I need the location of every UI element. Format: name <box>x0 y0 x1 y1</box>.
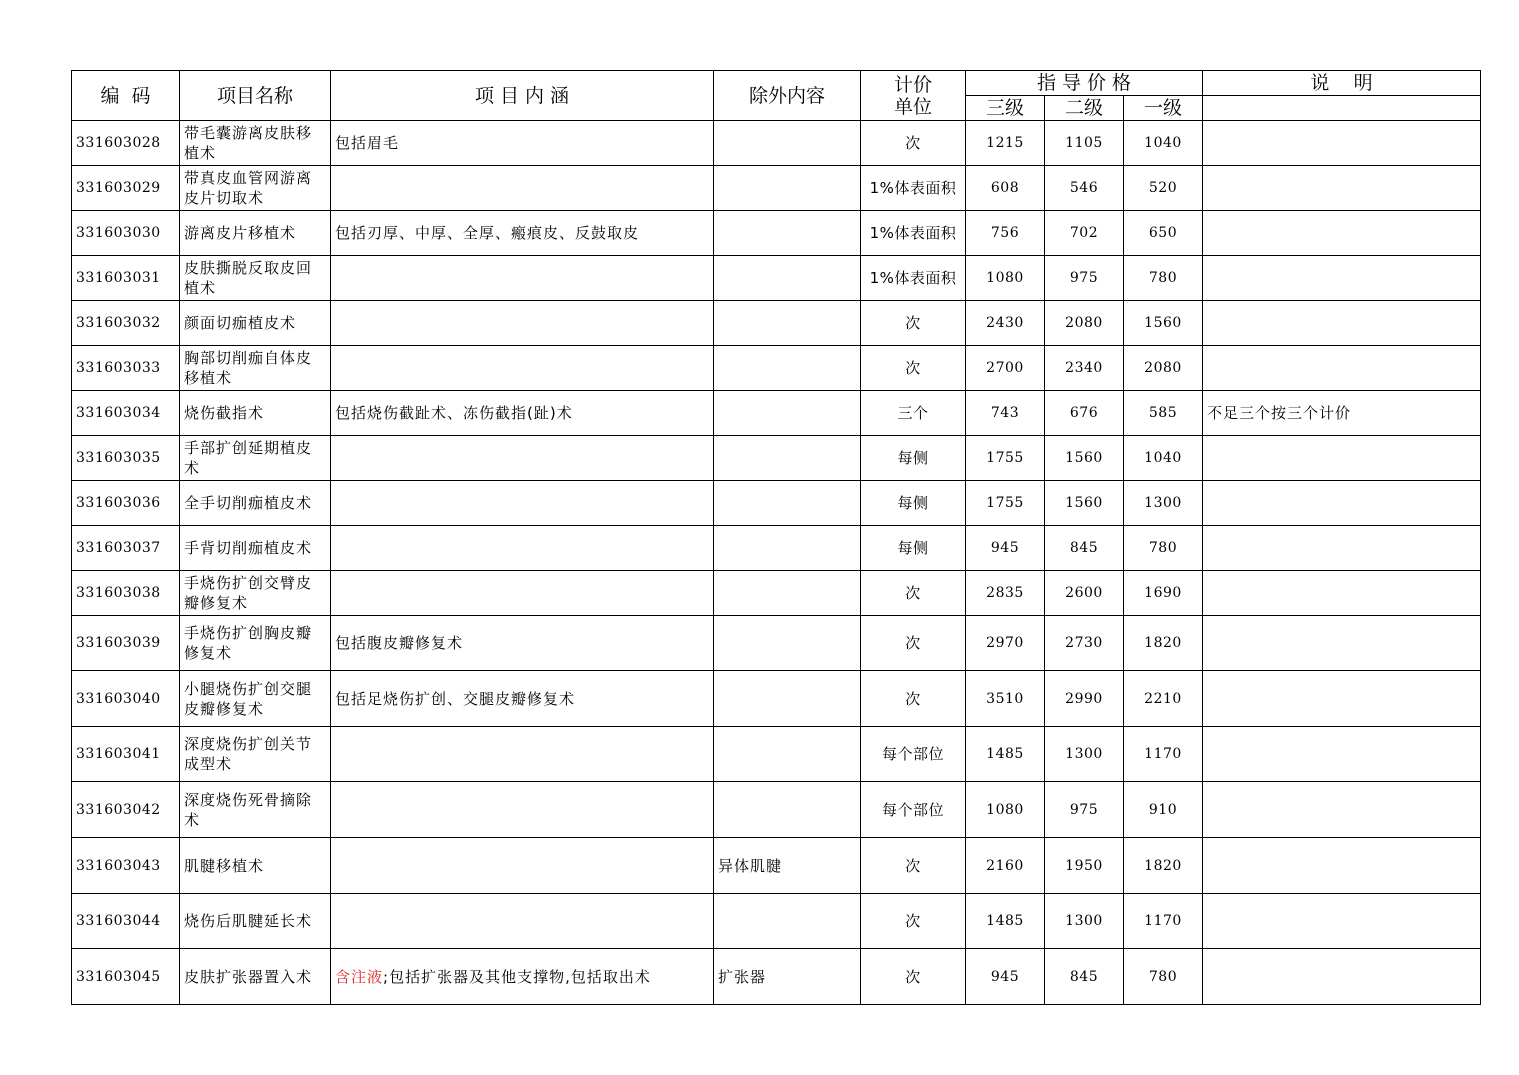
price-level3-cell: 945 <box>966 949 1045 1005</box>
table-row <box>72 481 1481 526</box>
table-row <box>72 301 1481 346</box>
header-unit: 计价 单位 <box>861 71 966 121</box>
table-body <box>72 121 1481 1005</box>
price-level2-cell: 1105 <box>1045 121 1124 166</box>
table-row <box>72 166 1481 211</box>
exclusion-cell <box>714 571 861 616</box>
content-cell <box>331 436 714 481</box>
unit-cell: 每个部位 <box>861 727 966 782</box>
header-content: 项 目 内 涵 <box>331 71 714 121</box>
exclusion-cell: 异体肌腱 <box>714 838 861 894</box>
price-level3-cell: 756 <box>966 211 1045 256</box>
name-cell: 皮肤撕脱反取皮回植术 <box>180 256 331 301</box>
price-level1-cell: 2080 <box>1124 346 1203 391</box>
table-row <box>72 571 1481 616</box>
note-cell <box>1203 727 1481 782</box>
content-cell <box>331 301 714 346</box>
price-level3-cell: 2160 <box>966 838 1045 894</box>
header-code: 编 码 <box>72 71 180 121</box>
price-level2-cell: 2990 <box>1045 671 1124 727</box>
exclusion-cell <box>714 616 861 671</box>
code-cell: 331603039 <box>72 616 180 671</box>
name-cell: 手烧伤扩创胸皮瓣修复术 <box>180 616 331 671</box>
exclusion-cell <box>714 671 861 727</box>
name-cell: 小腿烧伤扩创交腿皮瓣修复术 <box>180 671 331 727</box>
unit-cell: 次 <box>861 838 966 894</box>
unit-cell: 1%体表面积 <box>861 256 966 301</box>
code-cell: 331603028 <box>72 121 180 166</box>
content-cell <box>331 346 714 391</box>
content-text: 包括足烧伤扩创、交腿皮瓣修复术 <box>335 689 576 708</box>
code-cell: 331603036 <box>72 481 180 526</box>
name-cell: 颜面切痂植皮术 <box>180 301 331 346</box>
price-level2-cell: 2600 <box>1045 571 1124 616</box>
price-level1-cell: 1300 <box>1124 481 1203 526</box>
price-level3-cell: 1485 <box>966 727 1045 782</box>
note-cell: 不足三个按三个计价 <box>1203 391 1481 436</box>
price-level1-cell: 1820 <box>1124 838 1203 894</box>
price-level2-cell: 2080 <box>1045 301 1124 346</box>
price-level2-cell: 845 <box>1045 949 1124 1005</box>
exclusion-cell <box>714 782 861 838</box>
note-cell <box>1203 526 1481 571</box>
price-level1-cell: 780 <box>1124 949 1203 1005</box>
code-cell: 331603044 <box>72 894 180 949</box>
name-cell: 手背切削痂植皮术 <box>180 526 331 571</box>
price-level2-cell: 1950 <box>1045 838 1124 894</box>
exclusion-cell <box>714 121 861 166</box>
exclusion-cell <box>714 301 861 346</box>
unit-cell: 每侧 <box>861 481 966 526</box>
code-cell: 331603032 <box>72 301 180 346</box>
table-header <box>72 71 1481 121</box>
code-cell: 331603034 <box>72 391 180 436</box>
content-cell <box>331 256 714 301</box>
content-cell <box>331 949 714 1005</box>
name-cell: 烧伤后肌腱延长术 <box>180 894 331 949</box>
price-level1-cell: 1820 <box>1124 616 1203 671</box>
content-text: ;包括扩张器及其他支撑物,包括取出术 <box>383 967 651 986</box>
price-level1-cell: 1690 <box>1124 571 1203 616</box>
note-cell <box>1203 436 1481 481</box>
code-cell: 331603037 <box>72 526 180 571</box>
header-level3: 三级 <box>966 96 1045 121</box>
code-cell: 331603045 <box>72 949 180 1005</box>
content-text: 包括烧伤截趾术、冻伤截指(趾)术 <box>335 404 573 422</box>
code-cell: 331603038 <box>72 571 180 616</box>
exclusion-cell <box>714 894 861 949</box>
name-cell: 肌腱移植术 <box>180 838 331 894</box>
price-level2-cell: 2340 <box>1045 346 1124 391</box>
price-level1-cell: 585 <box>1124 391 1203 436</box>
price-level3-cell: 945 <box>966 526 1045 571</box>
table-row <box>72 671 1481 727</box>
exclusion-cell <box>714 346 861 391</box>
content-text: 包括眉毛 <box>335 134 400 152</box>
table-row <box>72 346 1481 391</box>
unit-cell: 每侧 <box>861 526 966 571</box>
content-cell <box>331 616 714 671</box>
exclusion-cell <box>714 166 861 211</box>
price-level2-cell: 845 <box>1045 526 1124 571</box>
table-row <box>72 949 1481 1005</box>
code-cell: 331603031 <box>72 256 180 301</box>
note-cell <box>1203 121 1481 166</box>
content-cell <box>331 782 714 838</box>
header-level1: 一级 <box>1124 96 1203 121</box>
name-cell: 胸部切削痂自体皮移植术 <box>180 346 331 391</box>
exclusion-cell <box>714 211 861 256</box>
price-level1-cell: 780 <box>1124 526 1203 571</box>
code-cell: 331603042 <box>72 782 180 838</box>
name-cell: 手部扩创延期植皮术 <box>180 436 331 481</box>
content-cell <box>331 391 714 436</box>
price-level1-cell: 910 <box>1124 782 1203 838</box>
note-cell <box>1203 616 1481 671</box>
exclusion-cell: 扩张器 <box>714 949 861 1005</box>
content-cell <box>331 526 714 571</box>
exclusion-cell <box>714 481 861 526</box>
unit-cell: 次 <box>861 346 966 391</box>
table-row <box>72 616 1481 671</box>
price-level2-cell: 1560 <box>1045 481 1124 526</box>
price-level1-cell: 520 <box>1124 166 1203 211</box>
price-level3-cell: 2430 <box>966 301 1045 346</box>
code-cell: 331603033 <box>72 346 180 391</box>
price-level2-cell: 2730 <box>1045 616 1124 671</box>
table-row <box>72 782 1481 838</box>
content-cell <box>331 838 714 894</box>
table-row <box>72 211 1481 256</box>
unit-cell: 每侧 <box>861 436 966 481</box>
note-cell <box>1203 256 1481 301</box>
header-note: 说 明 <box>1203 71 1481 96</box>
unit-cell: 次 <box>861 671 966 727</box>
code-cell: 331603040 <box>72 671 180 727</box>
table-row <box>72 526 1481 571</box>
unit-cell: 次 <box>861 121 966 166</box>
price-level1-cell: 650 <box>1124 211 1203 256</box>
name-cell: 手烧伤扩创交臂皮瓣修复术 <box>180 571 331 616</box>
content-cell <box>331 671 714 727</box>
name-cell: 烧伤截指术 <box>180 391 331 436</box>
code-cell: 331603041 <box>72 727 180 782</box>
note-cell <box>1203 346 1481 391</box>
table-row <box>72 256 1481 301</box>
content-cell <box>331 211 714 256</box>
header-exclusion: 除外内容 <box>714 71 861 121</box>
price-level2-cell: 1300 <box>1045 894 1124 949</box>
table-row <box>72 391 1481 436</box>
table-row <box>72 727 1481 782</box>
note-cell <box>1203 782 1481 838</box>
note-cell <box>1203 481 1481 526</box>
price-level1-cell: 1560 <box>1124 301 1203 346</box>
name-cell: 全手切削痂植皮术 <box>180 481 331 526</box>
name-cell: 深度烧伤死骨摘除术 <box>180 782 331 838</box>
unit-cell: 次 <box>861 571 966 616</box>
unit-cell: 次 <box>861 616 966 671</box>
price-table-sheet <box>71 70 1481 1005</box>
code-cell: 331603043 <box>72 838 180 894</box>
price-level1-cell: 1170 <box>1124 894 1203 949</box>
price-level3-cell: 1755 <box>966 436 1045 481</box>
note-cell <box>1203 838 1481 894</box>
name-cell: 皮肤扩张器置入术 <box>180 949 331 1005</box>
table-row <box>72 838 1481 894</box>
content-text: 包括刃厚、中厚、全厚、瘢痕皮、反鼓取皮 <box>335 224 640 242</box>
table-row <box>72 894 1481 949</box>
unit-cell: 每个部位 <box>861 782 966 838</box>
exclusion-cell <box>714 256 861 301</box>
name-cell: 游离皮片移植术 <box>180 211 331 256</box>
price-level2-cell: 1560 <box>1045 436 1124 481</box>
exclusion-cell <box>714 391 861 436</box>
price-level3-cell: 2970 <box>966 616 1045 671</box>
price-level3-cell: 2700 <box>966 346 1045 391</box>
price-level1-cell: 2210 <box>1124 671 1203 727</box>
note-cell <box>1203 949 1481 1005</box>
content-text: 包括腹皮瓣修复术 <box>335 634 464 652</box>
note-cell <box>1203 894 1481 949</box>
price-level3-cell: 1215 <box>966 121 1045 166</box>
price-level2-cell: 975 <box>1045 256 1124 301</box>
price-level3-cell: 1755 <box>966 481 1045 526</box>
price-level1-cell: 1170 <box>1124 727 1203 782</box>
content-cell <box>331 166 714 211</box>
note-cell <box>1203 671 1481 727</box>
name-cell: 带真皮血管网游离皮片切取术 <box>180 166 331 211</box>
note-cell <box>1203 571 1481 616</box>
content-cell <box>331 894 714 949</box>
header-level2: 二级 <box>1045 96 1124 121</box>
price-level3-cell: 608 <box>966 166 1045 211</box>
code-cell: 331603030 <box>72 211 180 256</box>
content-cell <box>331 481 714 526</box>
price-level2-cell: 975 <box>1045 782 1124 838</box>
price-level3-cell: 1080 <box>966 256 1045 301</box>
price-level2-cell: 546 <box>1045 166 1124 211</box>
note-cell <box>1203 211 1481 256</box>
price-level1-cell: 780 <box>1124 256 1203 301</box>
note-cell <box>1203 166 1481 211</box>
content-cell <box>331 121 714 166</box>
content-cell <box>331 571 714 616</box>
unit-cell: 次 <box>861 949 966 1005</box>
price-level3-cell: 743 <box>966 391 1045 436</box>
table-row <box>72 436 1481 481</box>
name-cell: 深度烧伤扩创关节成型术 <box>180 727 331 782</box>
price-level2-cell: 1300 <box>1045 727 1124 782</box>
price-level3-cell: 2835 <box>966 571 1045 616</box>
exclusion-cell <box>714 436 861 481</box>
header-price-group: 指 导 价 格 <box>966 71 1203 96</box>
header-note-blank <box>1203 96 1481 121</box>
unit-cell: 三个 <box>861 391 966 436</box>
header-name: 项目名称 <box>180 71 331 121</box>
code-cell: 331603035 <box>72 436 180 481</box>
unit-cell: 次 <box>861 301 966 346</box>
name-cell: 带毛囊游离皮肤移植术 <box>180 121 331 166</box>
price-level3-cell: 1485 <box>966 894 1045 949</box>
content-cell <box>331 727 714 782</box>
unit-cell: 1%体表面积 <box>861 166 966 211</box>
price-level3-cell: 3510 <box>966 671 1045 727</box>
note-cell <box>1203 301 1481 346</box>
price-level3-cell: 1080 <box>966 782 1045 838</box>
unit-cell: 1%体表面积 <box>861 211 966 256</box>
price-level2-cell: 676 <box>1045 391 1124 436</box>
price-table <box>71 70 1481 1005</box>
unit-cell: 次 <box>861 894 966 949</box>
exclusion-cell <box>714 727 861 782</box>
highlight-text: 含注液 <box>335 967 384 986</box>
exclusion-cell <box>714 526 861 571</box>
price-level1-cell: 1040 <box>1124 121 1203 166</box>
table-row <box>72 121 1481 166</box>
code-cell: 331603029 <box>72 166 180 211</box>
price-level2-cell: 702 <box>1045 211 1124 256</box>
price-level1-cell: 1040 <box>1124 436 1203 481</box>
